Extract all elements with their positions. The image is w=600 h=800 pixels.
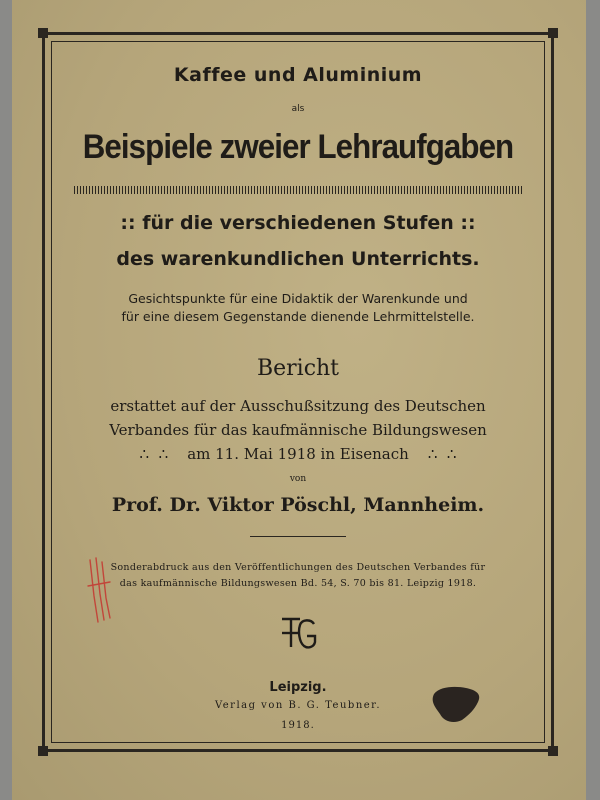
author-name: Prof. Dr. Viktor Pöschl, Mannheim. [111, 494, 485, 516]
document-page [12, 0, 586, 800]
gesichtspunkte-line-1: Gesichtspunkte für eine Didaktik der Warenkunde und [128, 291, 468, 306]
subtitle-line-1: :: für die verschiedenen Stufen :: [120, 212, 476, 234]
place-of-publication: Leipzig. [269, 680, 327, 695]
subtitle-line-2: des warenkundlichen Unterrichts. [116, 248, 480, 270]
als-word: als [291, 104, 305, 114]
title-line-1: Kaffee und Aluminium [173, 64, 423, 86]
gesichtspunkte-line-2: für eine diesem Gegenstande dienende Lehrmittelstelle. [121, 309, 475, 324]
border-corner [38, 28, 48, 38]
red-pencil-mark-icon [84, 556, 114, 626]
publication-year: 1918. [281, 720, 315, 731]
gesichtspunkte-text [56, 290, 540, 326]
ink-stain-icon [430, 684, 484, 724]
hatched-rule [74, 186, 522, 194]
main-title: Beispiele zweier Lehraufgaben [82, 128, 514, 166]
border-corner [548, 746, 558, 756]
sonderabdruck-note [56, 560, 540, 592]
von-word: von [289, 474, 307, 484]
erstattet-line-1: erstattet auf der Ausschußsitzung des Deutschen [110, 397, 486, 415]
publisher-logo-icon [278, 616, 318, 650]
divider-rule [250, 536, 346, 537]
sonderabdruck-line-2: das kaufmännische Bildungswesen Bd. 54, S. 70 bis 81. Leipzig 1918. [119, 578, 477, 589]
erstattet-line-3: ∴ ∴ am 11. Mai 1918 in Eisenach ∴ ∴ [139, 445, 457, 463]
publisher-name: Verlag von B. G. Teubner. [214, 700, 382, 711]
sonderabdruck-line-1: Sonderabdruck aus den Veröffentlichungen des Deutschen Verbandes für [110, 562, 486, 573]
erstattet-line-2: Verbandes für das kaufmännische Bildungswesen [109, 421, 487, 439]
border-corner [548, 28, 558, 38]
erstattet-text [56, 394, 540, 466]
bericht-heading: Bericht [256, 356, 340, 381]
border-corner [38, 746, 48, 756]
